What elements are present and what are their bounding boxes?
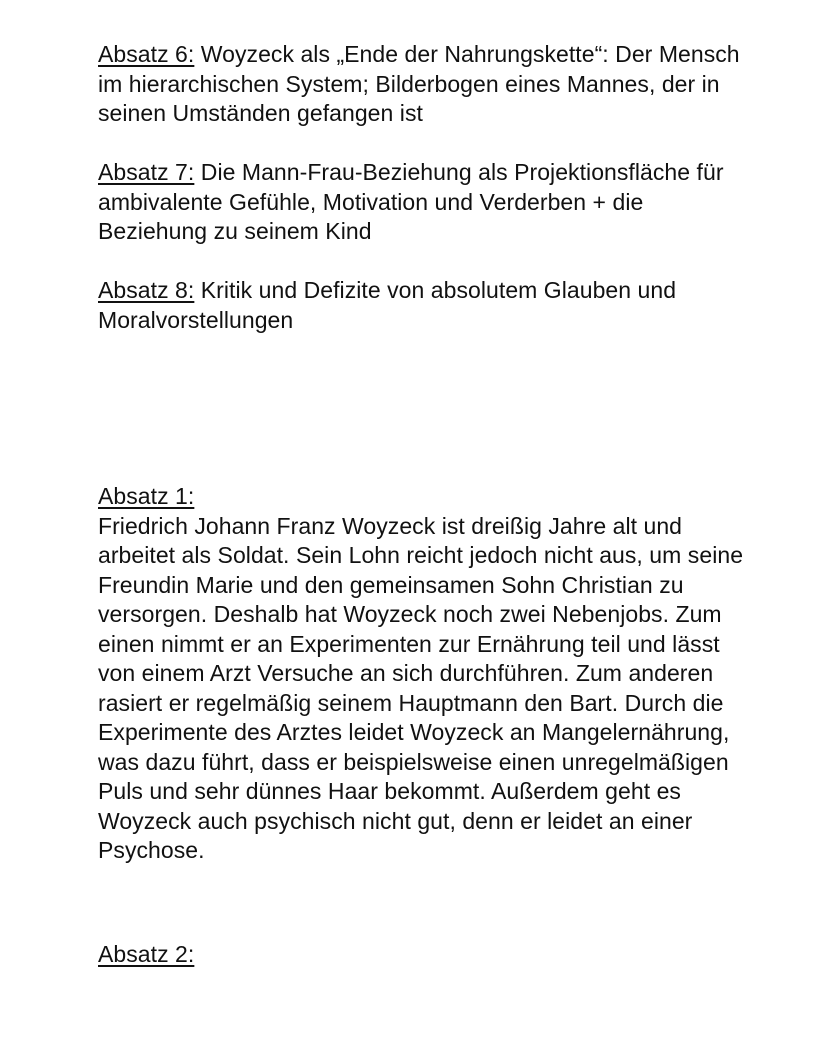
outline-paragraph-8 (98, 276, 758, 335)
spacer (98, 129, 758, 159)
paragraph-text: Kritik und Defizite von absolutem Glauben und Moralvorstellungen (98, 277, 677, 333)
outline-paragraph-7 (98, 158, 758, 247)
spacer (98, 335, 758, 482)
outline-paragraph-6 (98, 40, 758, 129)
paragraph-heading: Absatz 8: (98, 277, 195, 303)
paragraph-heading: Absatz 6: (98, 41, 195, 67)
section-heading: Absatz 2: (98, 940, 195, 967)
paragraph-text: Die Mann-Frau-Beziehung als Projektionsfläche für ambivalente Gefühle, Motivation und Verderben + die Beziehung zu seinem Kind (98, 159, 724, 244)
section-1-body: Friedrich Johann Franz Woyzeck ist dreißig Jahre alt und arbeitet als Soldat. Sein Lohn reicht jedoch nicht aus, um seine Freundin Marie und den gemeinsamen Sohn Christian zu versorgen. Deshalb hat Woyzeck noch zwei Nebenjobs. Zum einen nimmt er an Experimenten zur Ernährung teil und lässt von einem Arzt Versuche an sich durchführen. Zum anderen rasiert er regelmäßig seinem Hauptmann den Bart. Durch die Experimente des Arztes leidet Woyzeck an Mangelernährung, was dazu führt, dass er beispielsweise einen unregelmäßigen Puls und sehr dünnes Haar bekommt. Außerdem geht es Woyzeck auch psychisch nicht gut, denn er leidet an einer Psychose. (98, 512, 744, 863)
section-1-heading (98, 482, 758, 512)
spacer (98, 866, 758, 940)
section-heading: Absatz 1: (98, 483, 195, 509)
paragraph-heading: Absatz 7: (98, 159, 195, 185)
section-2-heading (98, 940, 758, 970)
spacer (98, 247, 758, 277)
document-page (98, 40, 758, 969)
paragraph-text: Woyzeck als „Ende der Nahrungskette“: Der Mensch im hierarchischen System; Bilderbogen eines Mannes, der in seinen Umständen gefangen ist (98, 41, 740, 126)
